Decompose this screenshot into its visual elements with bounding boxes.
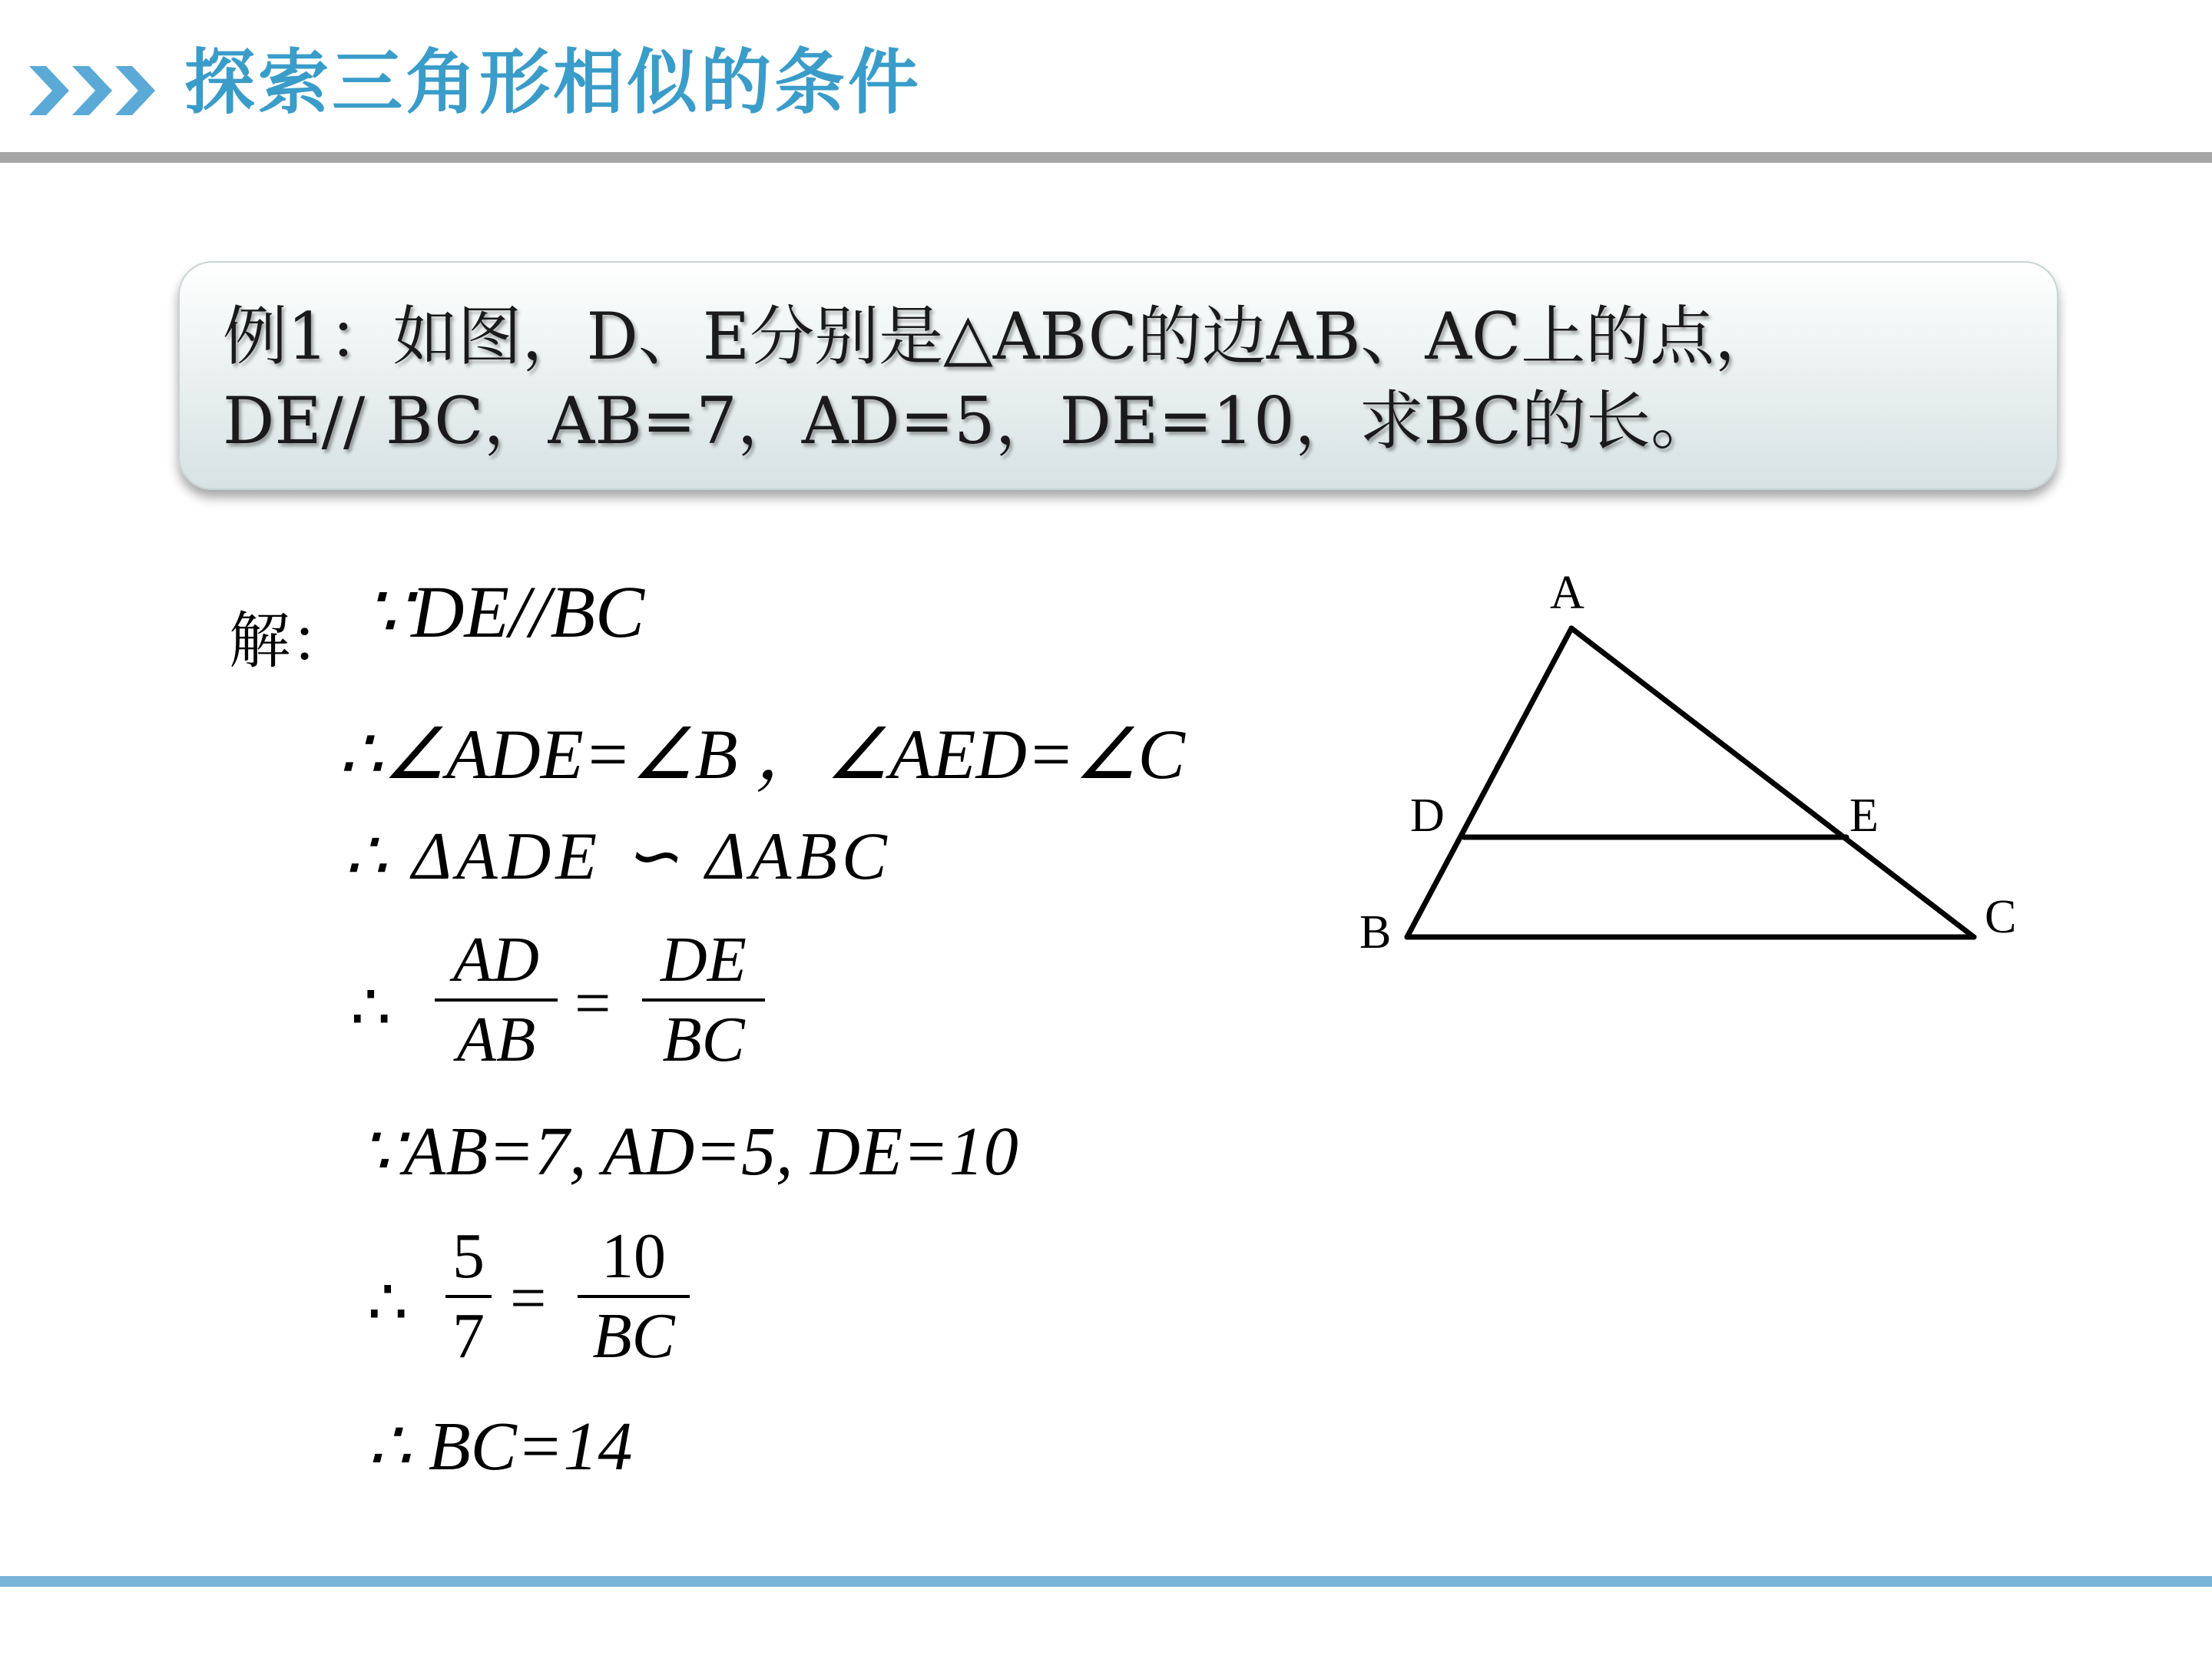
solution-step-7: ∴ BC=14 bbox=[367, 1409, 633, 1485]
fraction-5-7 bbox=[445, 1218, 492, 1375]
solution-step-4-therefore: ∴ bbox=[350, 972, 392, 1044]
problem-box bbox=[178, 261, 2058, 490]
equals-sign: = bbox=[510, 1263, 547, 1334]
fraction-de-bc bbox=[642, 922, 765, 1078]
solution-step-3: ∴ ΔADE ∽ ΔABC bbox=[344, 820, 892, 894]
solution-step-2: ∴∠ADE=∠B ，∠AED=∠C bbox=[338, 715, 1185, 793]
fraction-10-bc bbox=[578, 1218, 690, 1375]
problem-line-1: 例1：如图，D、E分别是△ABC的边AB、AC上的点， bbox=[223, 299, 1780, 374]
fraction-numerator: AD bbox=[453, 924, 539, 995]
fraction-numerator: 5 bbox=[452, 1220, 485, 1292]
solution-label: 解： bbox=[229, 605, 352, 677]
problem-line-2: DE// BC，AB=7，AD=5，DE=10，求BC的长。 bbox=[223, 383, 1716, 459]
fraction-numerator: 10 bbox=[601, 1220, 666, 1292]
side-ac bbox=[1571, 628, 1974, 937]
equals-sign: = bbox=[575, 968, 611, 1039]
header-divider bbox=[0, 152, 2212, 163]
triangle-figure bbox=[1336, 553, 2043, 983]
vertex-label-b: B bbox=[1359, 906, 1392, 959]
vertex-label-e: E bbox=[1849, 790, 1879, 842]
vertex-label-c: C bbox=[1985, 891, 2017, 943]
side-ab bbox=[1407, 628, 1571, 937]
fraction-denominator: AB bbox=[456, 1004, 536, 1075]
fraction-denominator: 7 bbox=[452, 1300, 485, 1372]
page-title: 探索三角形相似的条件 bbox=[184, 41, 922, 124]
fraction-denominator: BC bbox=[592, 1300, 675, 1372]
footer-divider bbox=[0, 1576, 2212, 1587]
chevron-right-icon bbox=[29, 60, 160, 121]
vertex-label-a: A bbox=[1550, 567, 1584, 619]
solution-step-5: ∵AB=7, AD=5, DE=10 bbox=[359, 1114, 1018, 1190]
fraction-denominator: BC bbox=[662, 1004, 745, 1075]
solution-step-1: ∵DE//BC bbox=[364, 571, 645, 653]
vertex-label-d: D bbox=[1410, 790, 1445, 842]
fraction-numerator: DE bbox=[661, 924, 747, 995]
fraction-ad-ab bbox=[435, 922, 558, 1078]
solution-step-6-therefore: ∴ bbox=[367, 1267, 409, 1339]
